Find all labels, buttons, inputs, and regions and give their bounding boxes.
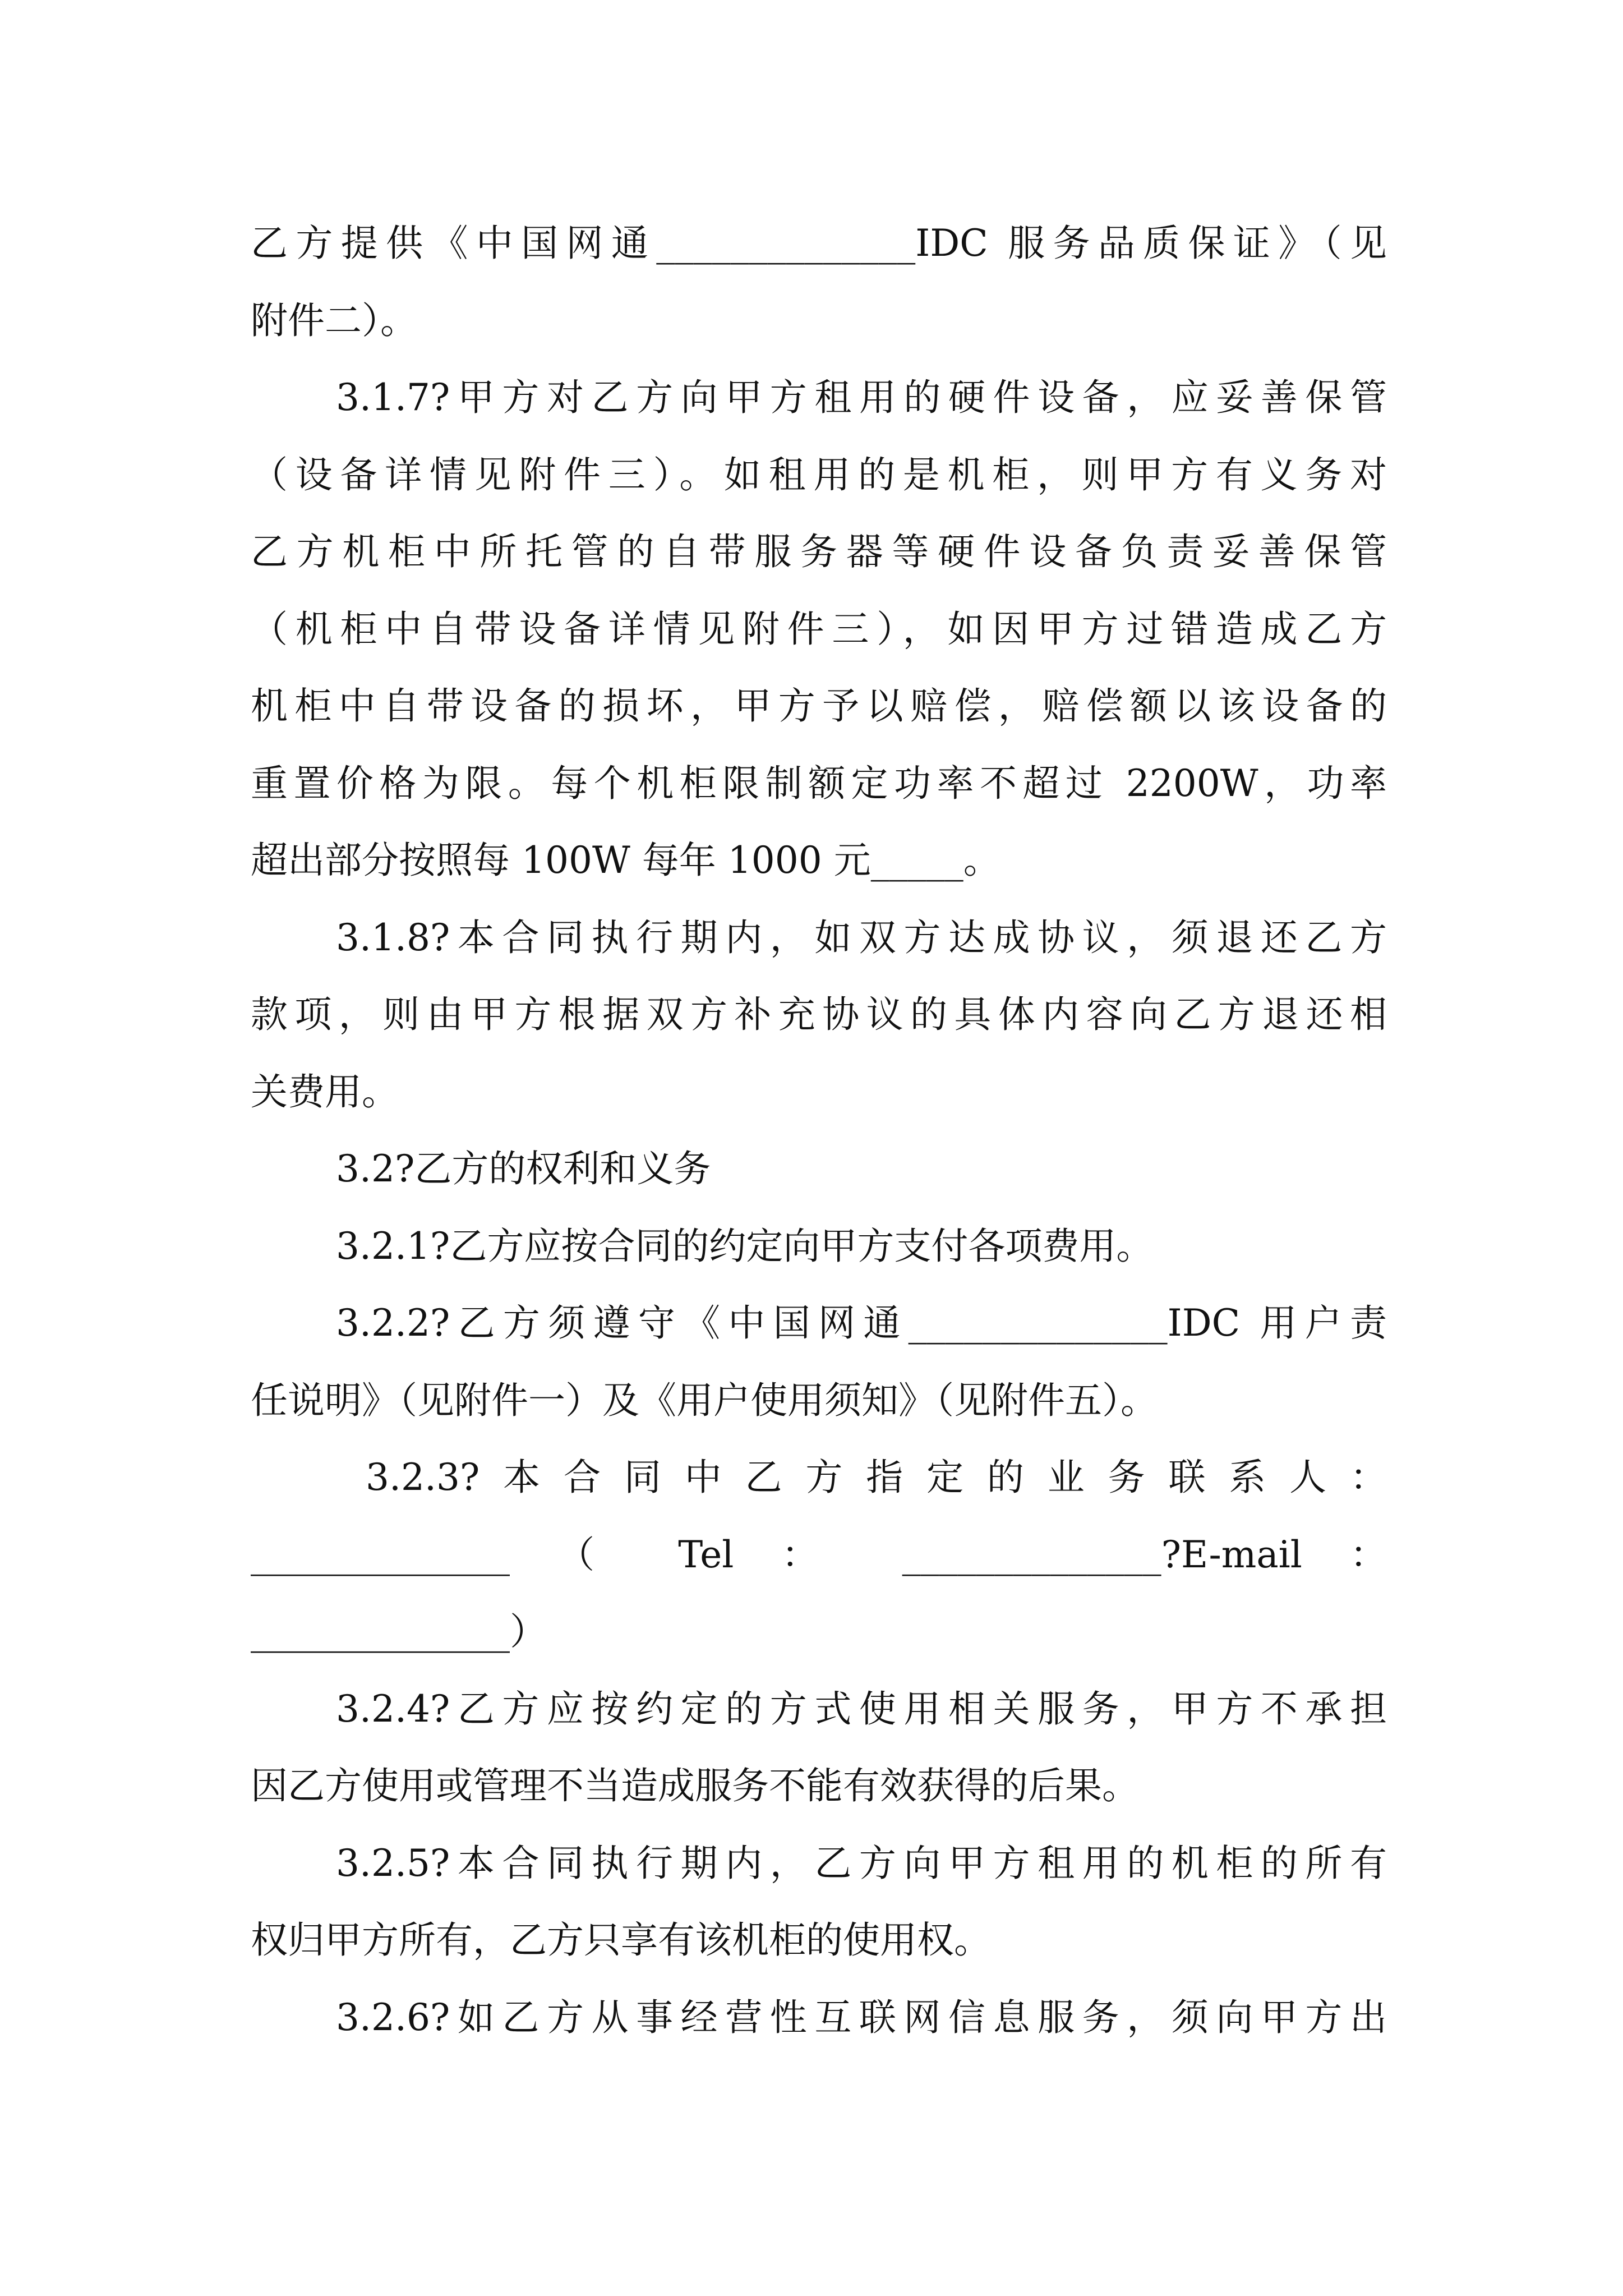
paragraph-3-2-6 [251,1979,1387,2056]
contact-fill-line: ______________ （ Tel ： ______________?E-mail ： [251,1533,1387,1576]
text-line: 3.1.8?本合同执行期内，如双方达成协议，须退还乙方 [336,915,1387,959]
paragraph-3-2-5 [251,1825,1387,1979]
text-line: 乙方提供《中国网通______________IDC 服务品质保证》（见 [251,222,1387,265]
paragraph-3-2-2 [251,1285,1387,1439]
text-line: 因乙方使用或管理不当造成服务不能有效获得的后果。 [251,1764,1139,1807]
text-line: 3.2.2?乙方须遵守《中国网通______________IDC 用户责 [336,1301,1387,1345]
text-line: 3.2.3?本合同中乙方指定的业务联系人： [366,1456,1387,1499]
text-line: 3.2.6?如乙方从事经营性互联网信息服务，须向甲方出 [336,1995,1387,2039]
text-line: （机柜中自带设备详情见附件三），如因甲方过错造成乙方 [251,607,1387,651]
text-line: 重置价格为限。每个机柜限制额定功率不超过 2200W，功率 [251,761,1387,805]
text-line: （设备详情见附件三）。如租用的是机柜，则甲方有义务对 [251,453,1387,496]
paragraph-3-2-4 [251,1671,1387,1825]
document-body [251,205,1387,2056]
text-line: 乙方机柜中所托管的自带服务器等硬件设备负责妥善保管 [251,530,1387,573]
text-line: 权归甲方所有，乙方只享有该机柜的使用权。 [251,1918,991,1962]
text-line: 3.2.1?乙方应按合同的约定向甲方支付各项费用。 [336,1224,1154,1268]
text-line: 附件二）。 [251,298,417,342]
paragraph-3-2-1 [251,1208,1387,1285]
text-line: 机柜中自带设备的损坏，甲方予以赔偿，赔偿额以该设备的 [251,684,1387,728]
text-line: 3.2.4?乙方应按约定的方式使用相关服务，甲方不承担 [336,1687,1387,1731]
text-line: 3.1.7?甲方对乙方向甲方租用的硬件设备，应妥善保管 [336,376,1387,419]
paragraph-continuation [251,205,1387,359]
section-heading: 3.2?乙方的权利和义务 [336,1147,711,1190]
text-line: 关费用。 [251,1070,399,1114]
text-line: 任说明》（见附件一）及《用户使用须知》（见附件五）。 [251,1378,1158,1422]
contact-fill-line: ______________） [251,1610,547,1653]
paragraph-3-1-7 [251,359,1387,899]
text-line: 超出部分按照每 100W 每年 1000 元_____。 [251,839,1000,882]
paragraph-3-2-3 [251,1439,1387,1671]
text-line: 3.2.5?本合同执行期内，乙方向甲方租用的机柜的所有 [336,1841,1387,1885]
paragraph-3-1-8 [251,899,1387,1131]
text-line: 款项，则由甲方根据双方补充协议的具体内容向乙方退还相 [251,993,1387,1036]
paragraph-3-2-heading [251,1130,1387,1208]
